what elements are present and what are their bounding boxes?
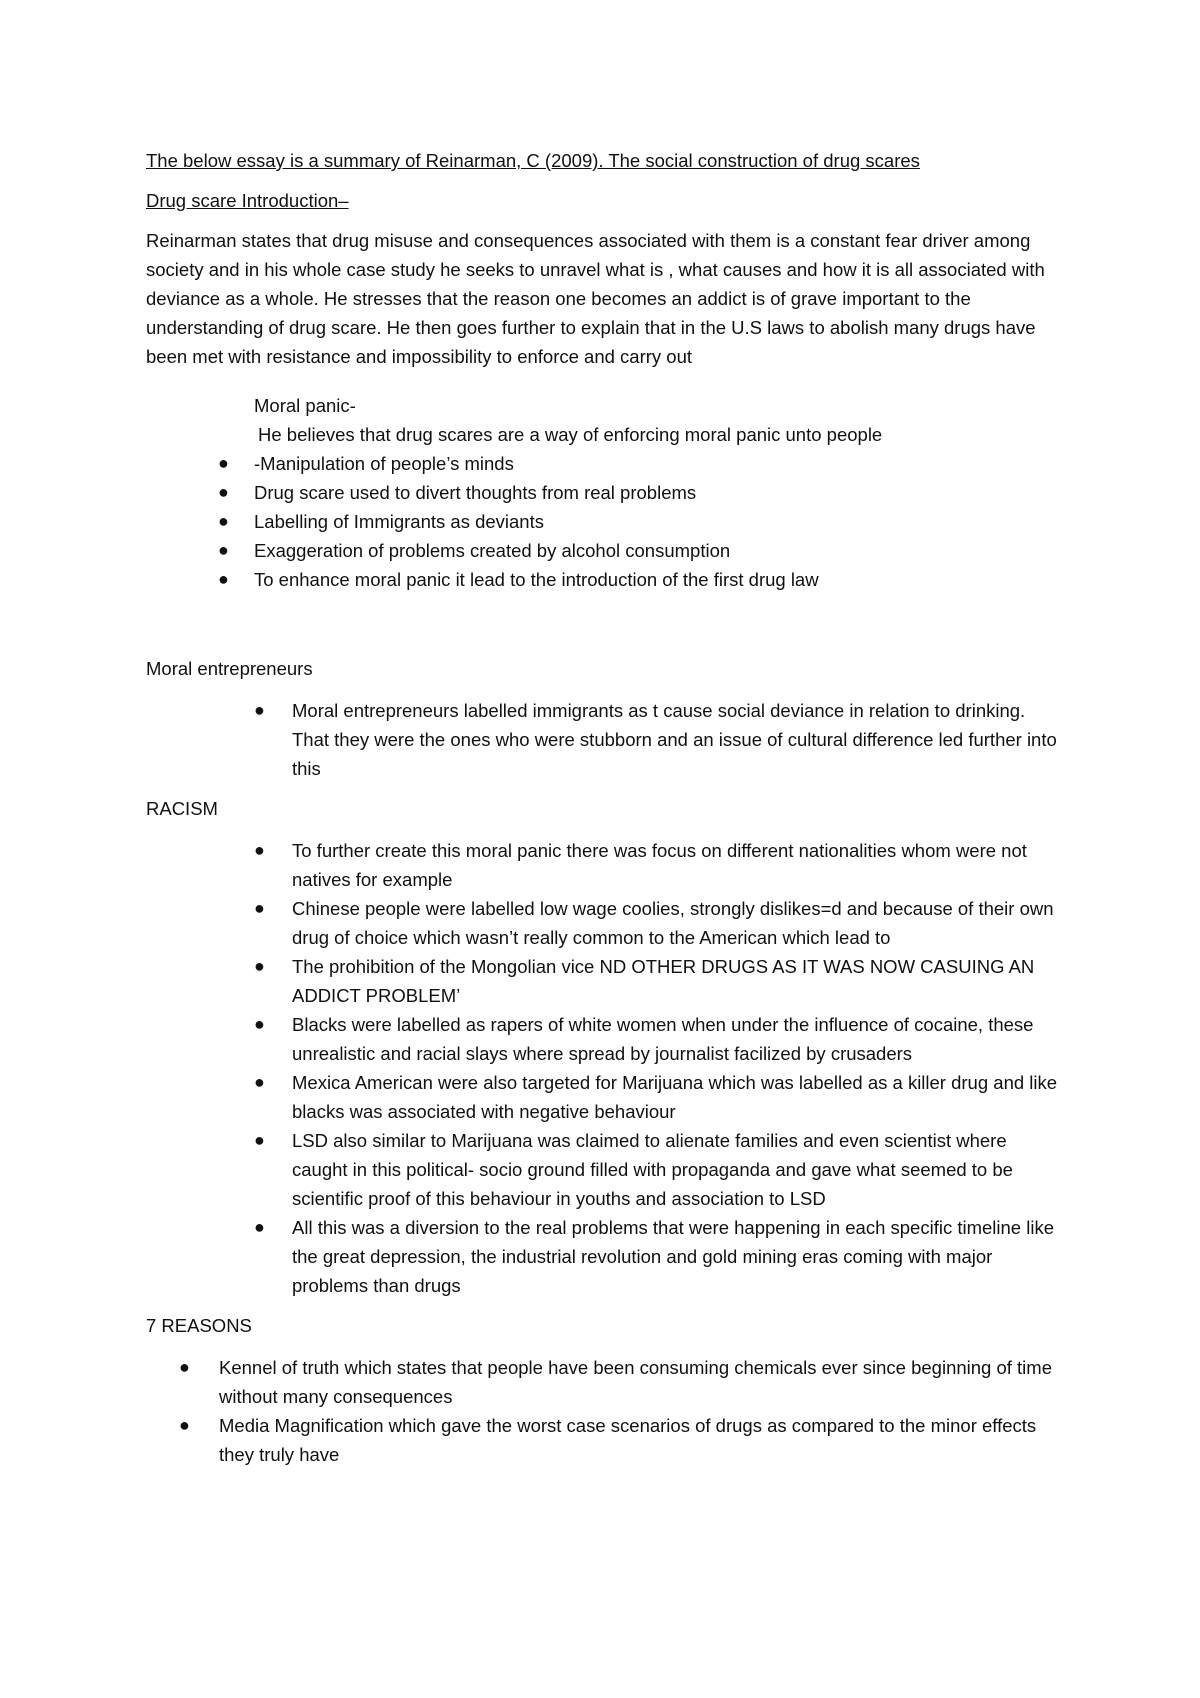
- bullet-icon: ●: [254, 840, 265, 860]
- list-item-text: Blacks were labelled as rapers of white women when under the influence of cocaine, these unrealistic and racial slays where spread by journalist facilized by crusaders: [292, 1014, 1034, 1064]
- bullet-icon: ●: [218, 511, 229, 531]
- bullet-icon: ●: [254, 956, 265, 976]
- moral-entrepreneurs-list: [254, 696, 1066, 783]
- bullet-icon: ●: [254, 898, 265, 918]
- moral-panic-title: Moral panic-: [254, 395, 356, 416]
- list-item-text: Exaggeration of problems created by alcohol consumption: [254, 540, 731, 561]
- bullet-icon: ●: [254, 1130, 265, 1150]
- list-item-text: To further create this moral panic there was focus on different nationalities whom were not natives for example: [292, 840, 1027, 890]
- bullet-icon: ●: [254, 1217, 265, 1237]
- list-item: [254, 1213, 1066, 1300]
- list-item: [254, 1068, 1066, 1126]
- list-item: [218, 536, 1066, 565]
- list-item: [254, 696, 1066, 783]
- list-item-text: All this was a diversion to the real problems that were happening in each specific timeline like the great depression, the industrial revolution and gold mining eras coming with major problems than drugs: [292, 1217, 1054, 1296]
- bullet-icon: ●: [254, 1072, 265, 1092]
- essay-title-line: The below essay is a summary of Reinarman, C (2009). The social construction of drug scares: [146, 150, 920, 171]
- list-item: [254, 894, 1066, 952]
- list-item: [218, 507, 1066, 536]
- list-item-text: Mexica American were also targeted for Marijuana which was labelled as a killer drug and like blacks was associated with negative behaviour: [292, 1072, 1058, 1122]
- bullet-icon: ●: [218, 453, 229, 473]
- list-item-text: Chinese people were labelled low wage coolies, strongly dislikes=d and because of their own drug of choice which wasn’t really common to the American which lead to: [292, 898, 1054, 948]
- bullet-icon: ●: [254, 700, 265, 720]
- list-item-text: LSD also similar to Marijuana was claimed to alienate families and even scientist where caught in this political- socio ground filled with propaganda and gave what seemed to be scientific proof of this behaviour in youths and association to LSD: [292, 1130, 1013, 1209]
- list-item: [179, 1411, 1066, 1469]
- list-item-text: The prohibition of the Mongolian vice ND OTHER DRUGS AS IT WAS NOW CASUING AN ADDICT PROBLEM’: [292, 956, 1035, 1006]
- bullet-icon: ●: [218, 540, 229, 560]
- list-item-text: Labelling of Immigrants as deviants: [254, 511, 544, 532]
- list-item: [218, 478, 1066, 507]
- list-item: [218, 449, 1066, 478]
- list-item-text: Media Magnification which gave the worst case scenarios of drugs as compared to the minor effects they truly have: [219, 1415, 1037, 1465]
- intro-paragraph: Reinarman states that drug misuse and consequences associated with them is a constant fear driver among society and in his whole case study he seeks to unravel what is , what causes and how it is all associated with deviance as a whole. He stresses that the reason one becomes an addict is of grave important to the understanding of drug scare. He then goes further to explain that in the U.S laws to abolish many drugs have been met with resistance and impossibility to enforce and carry out: [146, 230, 1045, 367]
- list-item: [218, 565, 1066, 594]
- racism-label: RACISM: [146, 798, 218, 819]
- bullet-icon: ●: [179, 1415, 190, 1435]
- list-item-text: Moral entrepreneurs labelled immigrants as t cause social deviance in relation to drinking. That they were the ones who were stubborn and an issue of cultural difference led further into this: [292, 700, 1057, 779]
- list-item: [254, 1126, 1066, 1213]
- moral-panic-subtitle: He believes that drug scares are a way of enforcing moral panic unto people: [258, 424, 883, 445]
- seven-reasons-list: [179, 1353, 1066, 1469]
- moral-entrepreneurs-label: Moral entrepreneurs: [146, 658, 313, 679]
- list-item-text: To enhance moral panic it lead to the introduction of the first drug law: [254, 569, 819, 590]
- moral-panic-list: [218, 449, 1066, 594]
- list-item: [179, 1353, 1066, 1411]
- list-item: [254, 952, 1066, 1010]
- list-item-text: -Manipulation of people’s minds: [254, 453, 514, 474]
- bullet-icon: ●: [218, 569, 229, 589]
- racism-list: [254, 836, 1066, 1300]
- bullet-icon: ●: [218, 482, 229, 502]
- document-body: [146, 146, 1066, 1469]
- list-item-text: Drug scare used to divert thoughts from real problems: [254, 482, 697, 503]
- bullet-icon: ●: [179, 1357, 190, 1377]
- list-item: [254, 836, 1066, 894]
- intro-heading: Drug scare Introduction–: [146, 190, 349, 211]
- seven-reasons-label: 7 REASONS: [146, 1315, 252, 1336]
- bullet-icon: ●: [254, 1014, 265, 1034]
- moral-panic-section: [146, 391, 1066, 594]
- list-item-text: Kennel of truth which states that people have been consuming chemicals ever since beginning of time without many consequences: [219, 1357, 1052, 1407]
- list-item: [254, 1010, 1066, 1068]
